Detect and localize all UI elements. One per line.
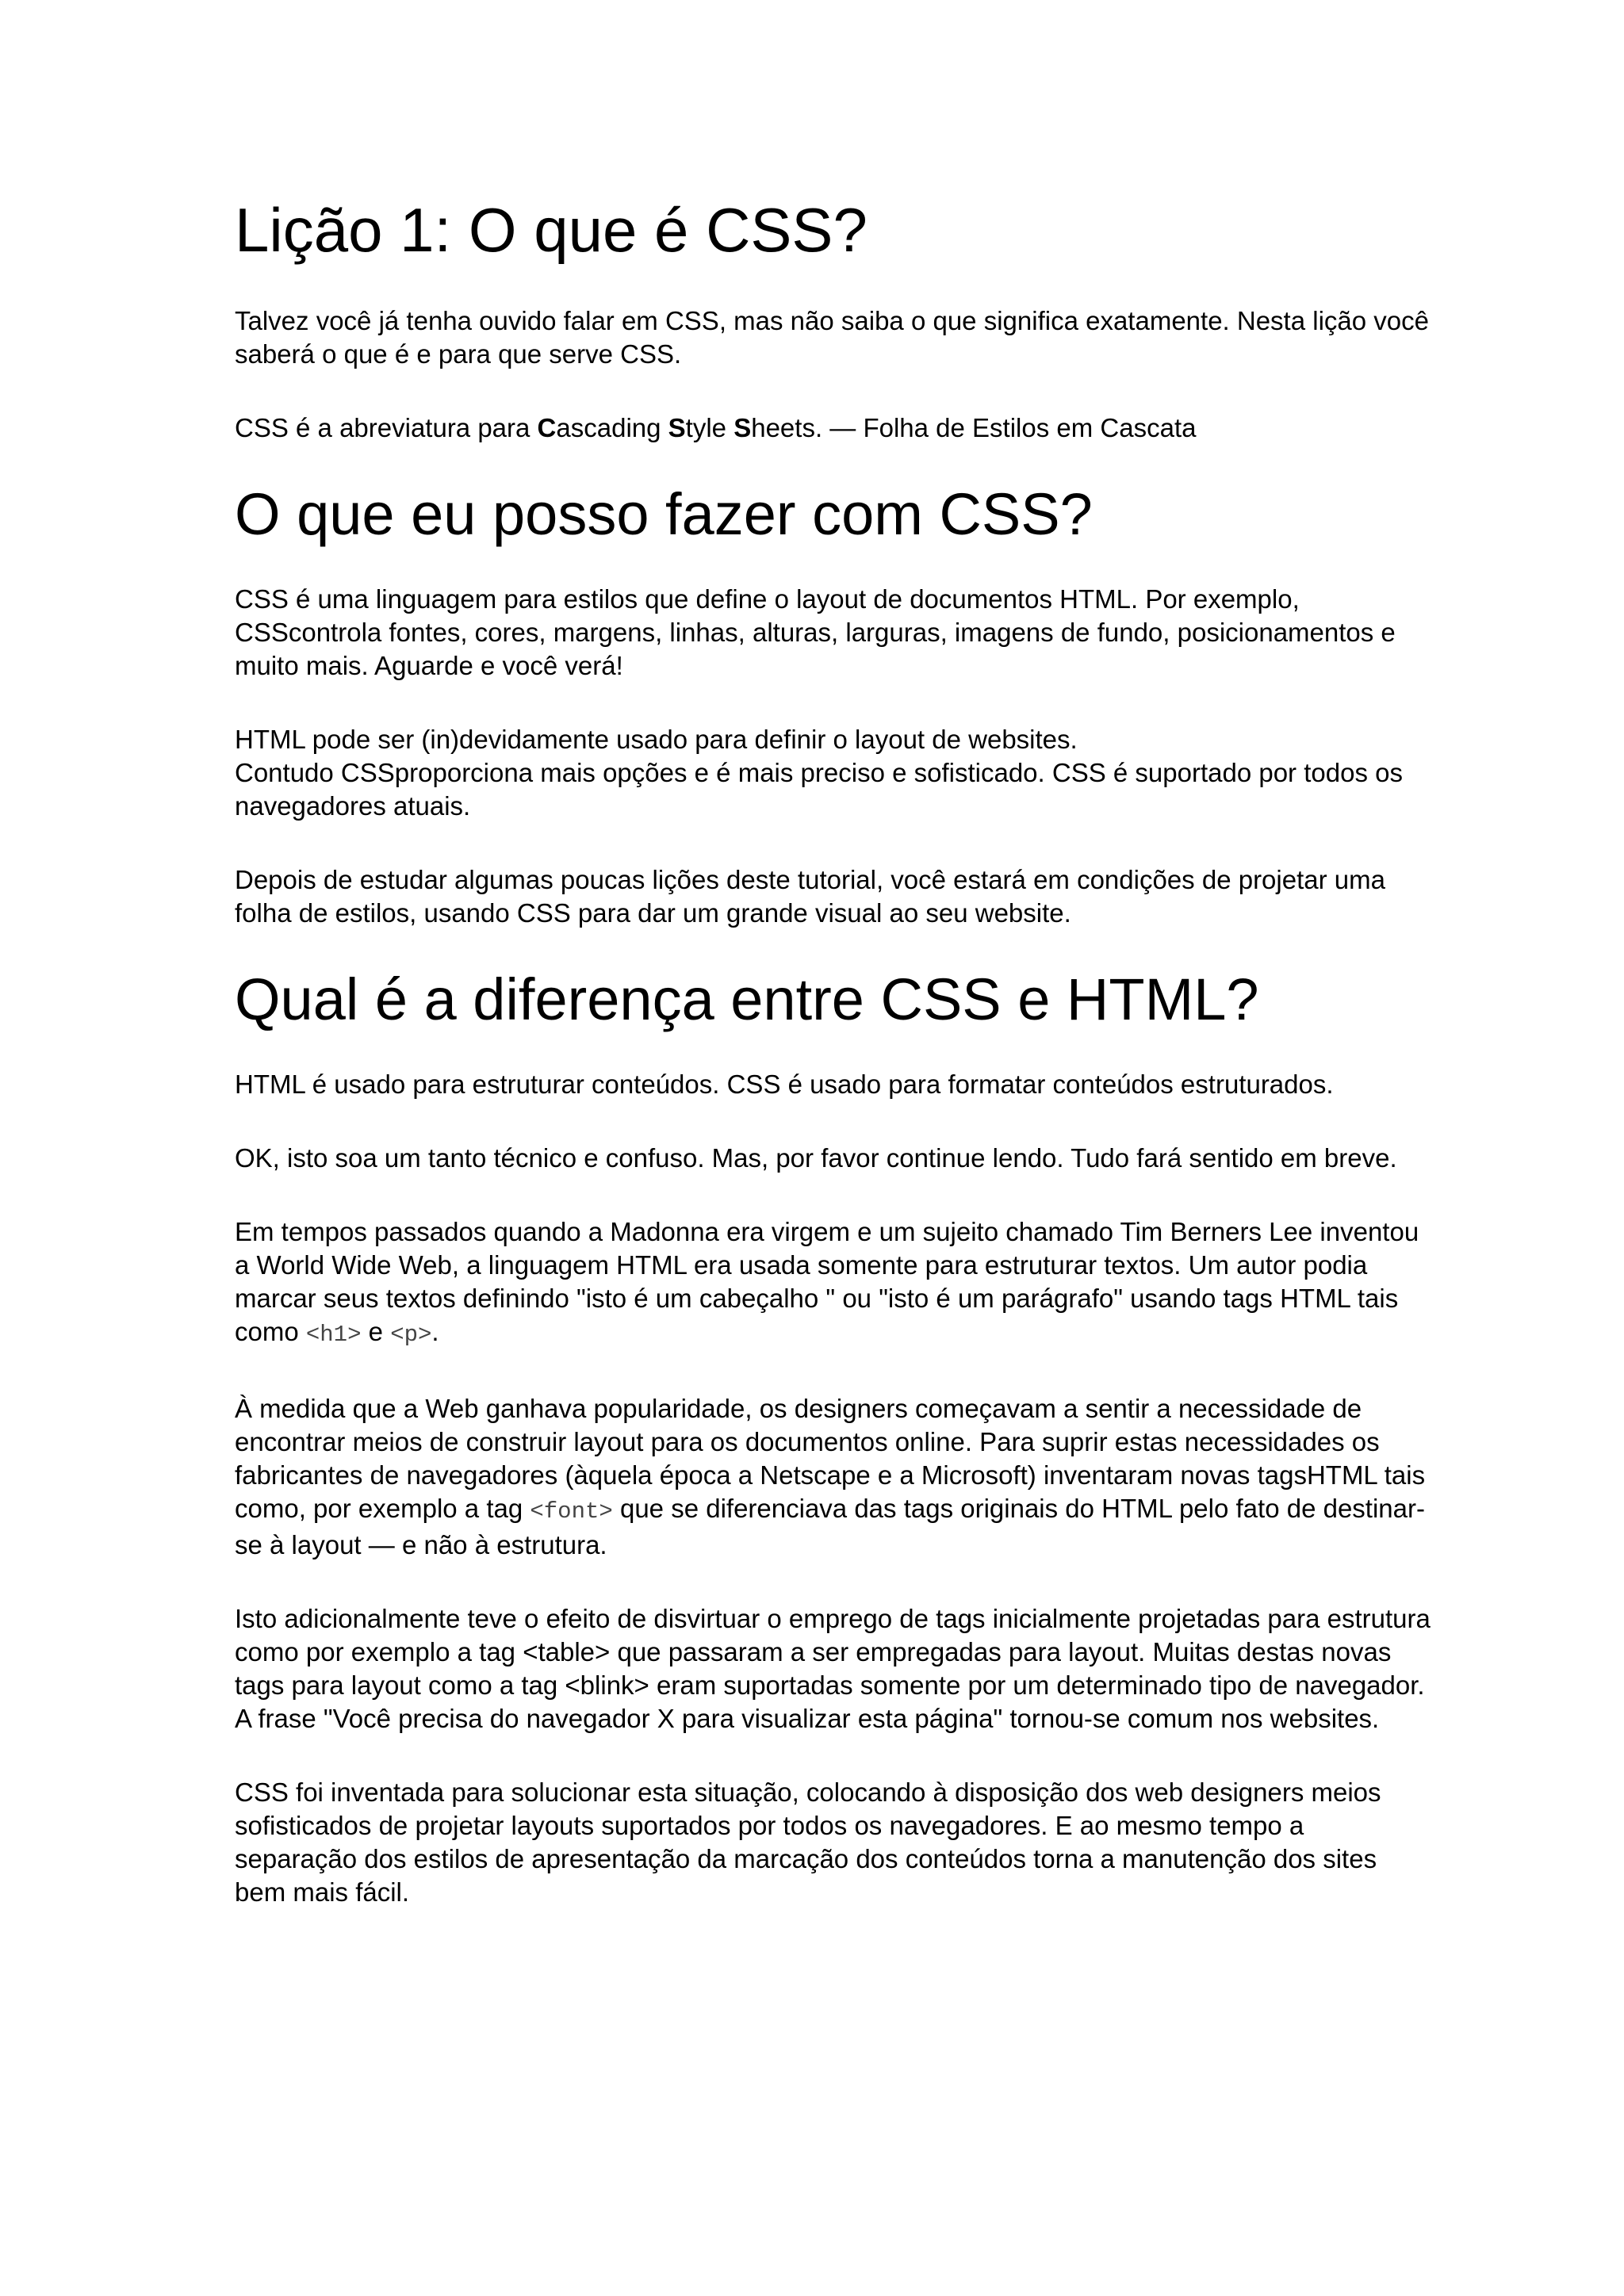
text-run: ascading bbox=[556, 413, 668, 442]
inline-code-font: <font> bbox=[530, 1498, 613, 1525]
text-run: tyle bbox=[685, 413, 734, 442]
inline-code-p: <p> bbox=[390, 1322, 432, 1348]
text-run: Contudo CSSproporciona mais opções e é mais preciso e sofisticado. CSS é suportado por todos os navegadores atuais. bbox=[235, 758, 1403, 821]
text-run: que se diferenciava das tags originais do HTML pelo fato de destinar-se à layout — e não à estrutura. bbox=[235, 1494, 1425, 1559]
intro-paragraph-2 bbox=[235, 411, 1432, 445]
section-heading-what-can-i-do: O que eu posso fazer com CSS? bbox=[235, 481, 1093, 547]
intro-paragraph-1: Talvez você já tenha ouvido falar em CSS, mas não saiba o que significa exatamente. Nesta lição você saberá o que é e para que serve CSS. bbox=[235, 306, 1429, 369]
bold-letter: S bbox=[733, 413, 752, 442]
text-run: HTML pode ser (in)devidamente usado para definir o layout de websites. bbox=[235, 725, 1078, 754]
text-run: e bbox=[361, 1317, 391, 1346]
bold-letter: S bbox=[668, 413, 686, 442]
section2-paragraph-2: OK, isto soa um tanto técnico e confuso. Mas, por favor continue lendo. Tudo fará sentido em breve. bbox=[235, 1143, 1397, 1173]
section-heading-difference: Qual é a diferença entre CSS e HTML? bbox=[235, 966, 1259, 1032]
section1-paragraph-3: Depois de estudar algumas poucas lições deste tutorial, você estará em condições de projetar uma folha de estilos, usando CSS para dar um grande visual ao seu website. bbox=[235, 865, 1385, 928]
inline-code-h1: <h1> bbox=[305, 1322, 362, 1348]
section1-paragraph-1: CSS é uma linguagem para estilos que define o layout de documentos HTML. Por exemplo, CSScontrola fontes, cores, margens, linhas, alturas, larguras, imagens de fundo, posicionamentos e muito mais. Aguarde e você verá! bbox=[235, 584, 1396, 680]
text-run: Em tempos passados quando a Madonna era virgem e um sujeito chamado Tim Berners Lee inventou a World Wide Web, a linguagem HTML era usada somente para estruturar textos. Um autor podia marcar seus textos definindo "isto é um cabeçalho " ou "isto é um parágrafo" usando tags HTML tais como bbox=[235, 1217, 1419, 1346]
section1-paragraph-2 bbox=[235, 723, 1432, 823]
section2-paragraph-1: HTML é usado para estruturar conteúdos. CSS é usado para formatar conteúdos estruturados. bbox=[235, 1070, 1334, 1099]
text-run: CSS é a abreviatura para bbox=[235, 413, 538, 442]
section2-paragraph-5: Isto adicionalmente teve o efeito de disvirtuar o emprego de tags inicialmente projetadas para estrutura como por exemplo a tag <table> que passaram a ser empregadas para layout. Muitas destas novas tags para layout como a tag <blink> eram suportadas somente por um determinado tipo de navegador. A frase "Você precisa do navegador X para visualizar esta página" tornou-se comum nos websites. bbox=[235, 1604, 1431, 1733]
bold-letter: C bbox=[537, 413, 557, 442]
section2-paragraph-3 bbox=[235, 1215, 1432, 1352]
section2-paragraph-6: CSS foi inventada para solucionar esta situação, colocando à disposição dos web designers meios sofisticados de projetar layouts suportados por todos os navegadores. E ao mesmo tempo a separação dos estilos de apresentação da marcação dos conteúdos torna a manutenção dos sites bem mais fácil. bbox=[235, 1777, 1381, 1907]
text-run: heets. — Folha de Estilos em Cascata bbox=[751, 413, 1197, 442]
page-title: Lição 1: O que é CSS? bbox=[235, 195, 868, 265]
text-run: . bbox=[431, 1317, 439, 1346]
document-page bbox=[235, 190, 1432, 1942]
text-run: À medida que a Web ganhava popularidade, os designers começavam a sentir a necessidade de encontrar meios de construir layout para os documentos online. Para suprir estas necessidades os fabricantes de navegadores (àquela época a Netscape e a Microsoft) inventaram novas tagsHTML tais como, por exemplo a tag bbox=[235, 1394, 1426, 1523]
section2-paragraph-4 bbox=[235, 1392, 1432, 1562]
